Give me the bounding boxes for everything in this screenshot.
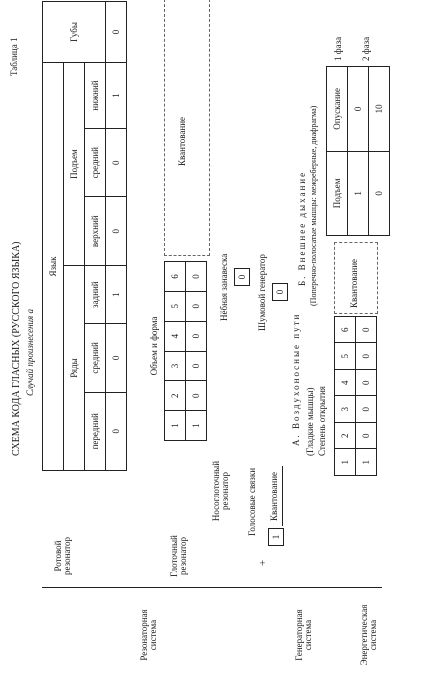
volume-num: 3 bbox=[165, 351, 186, 381]
page-title: СХЕМА КОДА ГЛАСНЫХ (РУССКОГО ЯЗЫКА) bbox=[11, 241, 22, 456]
rise-label: Подъем bbox=[327, 151, 348, 235]
noise-generator-label: Шумовой генератор bbox=[257, 254, 267, 331]
col-upper: верхний bbox=[85, 197, 106, 266]
rise-value: 0 bbox=[369, 151, 390, 235]
airways-num: 4 bbox=[335, 370, 356, 397]
fall-label: Опускание bbox=[327, 67, 348, 152]
rise-header: Подъем bbox=[64, 63, 85, 266]
volume-form-table bbox=[164, 261, 207, 441]
external-breathing-table bbox=[326, 66, 390, 236]
volume-quant-frame bbox=[164, 0, 210, 256]
tongue-header: Язык bbox=[43, 63, 64, 471]
volume-num: 2 bbox=[165, 381, 186, 411]
fall-value: 0 bbox=[348, 67, 369, 152]
generator-system-label: Генераторная система bbox=[294, 609, 313, 661]
airways-num: 2 bbox=[335, 423, 356, 450]
lips-header: Губы bbox=[43, 2, 106, 63]
airways-table bbox=[334, 316, 377, 476]
col-middle-rise: средний bbox=[85, 129, 106, 197]
col-back: задний bbox=[85, 266, 106, 324]
oral-resonator-label: Ротовой резонатор bbox=[53, 537, 72, 575]
volume-num: 4 bbox=[165, 321, 186, 351]
plus-sign: + bbox=[257, 559, 269, 566]
airways-value: 0 bbox=[356, 343, 377, 370]
page-subtitle: Случай произнесения а bbox=[25, 309, 35, 396]
value-cell: 1 bbox=[106, 63, 127, 129]
rows-header: Ряды bbox=[64, 266, 85, 471]
airways-degree: Степень открытия bbox=[317, 386, 327, 456]
value-cell: 0 bbox=[106, 197, 127, 266]
table-number: Таблица 1 bbox=[9, 37, 19, 76]
airways-num: 3 bbox=[335, 396, 356, 423]
airways-title: А. Воздухоносные пути bbox=[291, 312, 301, 446]
volume-num: 5 bbox=[165, 291, 186, 321]
external-subtitle: (Поперечно-полосатые мышцы: межреберные, диафрагма) bbox=[309, 105, 318, 306]
vocal-quant-line bbox=[282, 466, 283, 526]
volume-value: 0 bbox=[186, 262, 207, 292]
airways-value: 0 bbox=[356, 423, 377, 450]
airways-num: 5 bbox=[335, 343, 356, 370]
value-cell: 0 bbox=[106, 324, 127, 392]
external-title: Б. Внешнее дыхание bbox=[297, 170, 307, 286]
value-cell: 0 bbox=[106, 392, 127, 470]
col-front: передний bbox=[85, 392, 106, 470]
value-cell: 0 bbox=[106, 129, 127, 197]
fall-value: 10 bbox=[369, 67, 390, 152]
vocal-value-box: 1 bbox=[268, 528, 284, 546]
value-cell: 1 bbox=[106, 266, 127, 324]
resonator-system-label: Резонаторная система bbox=[139, 609, 158, 661]
airways-value: 0 bbox=[356, 317, 377, 344]
airways-value: 0 bbox=[356, 396, 377, 423]
noise-value-box: 0 bbox=[272, 283, 288, 301]
pharyngeal-resonator-label: Глоточный резонатор bbox=[169, 535, 188, 577]
nasal-resonator-label: Носоглоточный резонатор bbox=[211, 460, 230, 522]
volume-value: 0 bbox=[186, 381, 207, 411]
col-lower: нижний bbox=[85, 63, 106, 129]
velum-label: Нёбная занавеска bbox=[219, 253, 229, 321]
volume-form-label: Объем и форма bbox=[149, 316, 159, 376]
airways-num: 1 bbox=[335, 449, 356, 476]
phase1-label: 1 фаза bbox=[333, 36, 343, 61]
volume-value: 0 bbox=[186, 321, 207, 351]
volume-num: 1 bbox=[165, 411, 186, 441]
vocal-quant-label: Квантование bbox=[269, 471, 279, 521]
airways-quant-label: Квантование bbox=[349, 258, 359, 308]
value-cell: 0 bbox=[106, 2, 127, 63]
rise-value: 1 bbox=[348, 151, 369, 235]
velum-value-box: 0 bbox=[234, 268, 250, 286]
phase2-label: 2 фаза bbox=[361, 36, 371, 61]
volume-value: 1 bbox=[186, 411, 207, 441]
airways-subtitle: (Гладкие мышцы) bbox=[305, 387, 315, 456]
airways-num: 6 bbox=[335, 317, 356, 344]
airways-value: 1 bbox=[356, 449, 377, 476]
volume-num: 6 bbox=[165, 262, 186, 292]
vocal-cords-label: Голосовые связки bbox=[247, 467, 257, 536]
col-middle: средний bbox=[85, 324, 106, 392]
airways-value: 0 bbox=[356, 370, 377, 397]
energy-system-label: Энергетическая система bbox=[359, 604, 378, 666]
bracket-line bbox=[42, 587, 382, 588]
volume-value: 0 bbox=[186, 351, 207, 381]
volume-value: 0 bbox=[186, 291, 207, 321]
oral-resonator-table bbox=[42, 1, 127, 471]
volume-quant-label: Квантование bbox=[177, 116, 187, 166]
